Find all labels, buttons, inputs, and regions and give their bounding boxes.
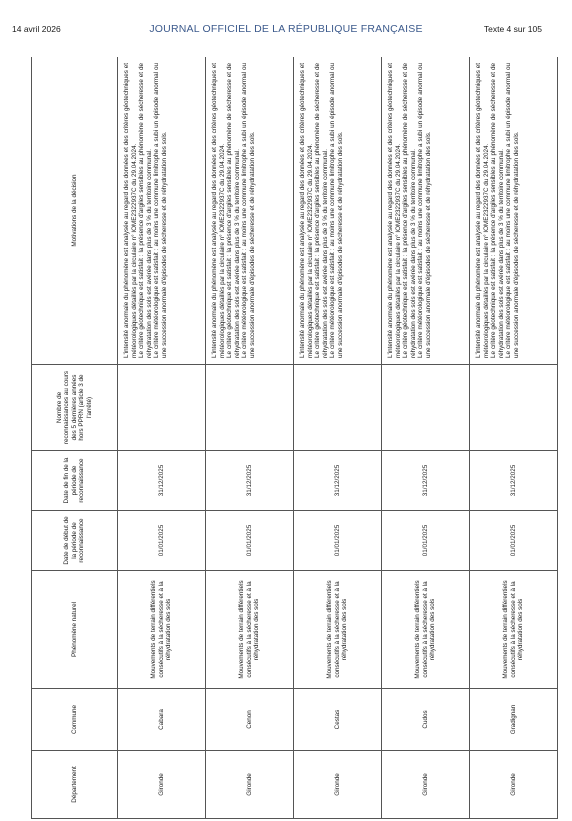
col-header-date-fin: Date de fin de la période de reconnaissance [32,451,118,511]
cell-commune: Cenon [206,689,294,751]
page-header [0,0,572,36]
cell-nombre [118,365,206,451]
motivation-paragraph: Le critère géotechnique est satisfait : la présence d'argiles sensibles au phénomène de sécheresse et de réhydratation des sols est avérée dans plus de 3 % du territoire communal. [314,63,329,358]
col-header-motivations: Motivations de la décision [32,57,118,365]
cell-commune: Cestas [294,689,382,751]
cell-motivations [118,57,206,365]
cell-date-debut: 01/01/2025 [294,511,382,571]
cell-date-fin: 31/12/2025 [470,451,558,511]
motivation-paragraph: L'intensité anormale du phénomène est analysée au regard des données et des critères géotechniques et météorologiques détaillés par la circulaire n° IOME2322937C du 29.04.2024. [211,63,226,358]
motivation-paragraph: Le critère géotechnique est satisfait : la présence d'argiles sensibles au phénomène de sécheresse et de réhydratation des sols est avérée dans plus de 3 % du territoire communal. [490,63,505,358]
page-indicator: Texte 4 sur 105 [483,24,542,34]
cell-date-debut: 01/01/2025 [382,511,470,571]
table-row [470,57,558,819]
motivation-paragraph: L'intensité anormale du phénomène est analysée au regard des données et des critères géotechniques et météorologiques détaillés par la circulaire n° IOME2322937C du 29.04.2024. [475,63,490,358]
col-header-nombre: Nombre de reconnaissances au cours des 5 dernières années hors PPRN (article 3 de l'arrêté) [32,365,118,451]
table-row [118,57,206,819]
motivation-paragraph: L'intensité anormale du phénomène est analysée au regard des données et des critères géotechniques et météorologiques détaillés par la circulaire n° IOME2322937C du 29.04.2024. [387,63,402,358]
publication-date: 14 avril 2026 [12,24,61,34]
motivation-paragraph: Le critère météorologique est satisfait : au moins une commune limitrophe a subi un épisode anormal ou une succession anormale d'épisodes de sécheresse et de réhydratation des sols. [153,63,168,358]
rotated-table [31,57,558,819]
cell-departement: Gironde [294,751,382,819]
table-row [206,57,294,819]
cell-phenomene: Mouvements de terrain différentiels consécutifs à la sécheresse et à la réhydratation des sols [294,571,382,689]
motivation-paragraph: L'intensité anormale du phénomène est analysée au regard des données et des critères géotechniques et météorologiques détaillés par la circulaire n° IOME2322937C du 29.04.2024. [123,63,138,358]
motivation-paragraph: L'intensité anormale du phénomène est analysée au regard des données et des critères géotechniques et météorologiques détaillés par la circulaire n° IOME2322937C du 29.04.2024. [299,63,314,358]
col-header-departement: Département [32,751,118,819]
cell-commune: Cabara [118,689,206,751]
cell-phenomene: Mouvements de terrain différentiels consécutifs à la sécheresse et à la réhydratation des sols [382,571,470,689]
cell-departement: Gironde [206,751,294,819]
motivation-paragraph: Le critère météorologique est satisfait : au moins une commune limitrophe a subi un épisode anormal ou une succession anormale d'épisodes de sécheresse et de réhydratation des sols. [329,63,344,358]
cell-nombre [206,365,294,451]
motivation-paragraph: Le critère météorologique est satisfait : au moins une commune limitrophe a subi un épisode anormal ou une succession anormale d'épisodes de sécheresse et de réhydratation des sols. [505,63,520,358]
table-header-row [32,57,118,819]
table-body [118,57,558,819]
motivation-paragraph: Le critère météorologique est satisfait : au moins une commune limitrophe a subi un épisode anormal ou une succession anormale d'épisodes de sécheresse et de réhydratation des sols. [417,63,432,358]
cell-commune: Cudos [382,689,470,751]
cell-motivations [206,57,294,365]
motivation-paragraph: Le critère météorologique est satisfait : au moins une commune limitrophe a subi un épisode anormal ou une succession anormale d'épisodes de sécheresse et de réhydratation des sols. [241,63,256,358]
cell-phenomene: Mouvements de terrain différentiels consécutifs à la sécheresse et à la réhydratation des sols [118,571,206,689]
cell-motivations [294,57,382,365]
table-row [382,57,470,819]
cell-departement: Gironde [382,751,470,819]
cell-date-fin: 31/12/2025 [118,451,206,511]
cell-date-debut: 01/01/2025 [206,511,294,571]
cell-motivations [382,57,470,365]
cell-departement: Gironde [118,751,206,819]
journal-title: JOURNAL OFFICIEL DE LA RÉPUBLIQUE FRANÇAISE [149,23,423,35]
cell-phenomene: Mouvements de terrain différentiels consécutifs à la sécheresse et à la réhydratation des sols [470,571,558,689]
cell-departement: Gironde [470,751,558,819]
table-row [294,57,382,819]
cell-phenomene: Mouvements de terrain différentiels consécutifs à la sécheresse et à la réhydratation des sols [206,571,294,689]
cell-motivations [470,57,558,365]
cell-date-fin: 31/12/2025 [206,451,294,511]
motivation-paragraph: Le critère géotechnique est satisfait : la présence d'argiles sensibles au phénomène de sécheresse et de réhydratation des sols est avérée dans plus de 3 % du territoire communal. [226,63,241,358]
motivation-paragraph: Le critère géotechnique est satisfait : la présence d'argiles sensibles au phénomène de sécheresse et de réhydratation des sols est avérée dans plus de 3 % du territoire communal. [402,63,417,358]
col-header-date-debut: Date de début de la période de reconnaissance [32,511,118,571]
cell-nombre [470,365,558,451]
motivation-paragraph: Le critère géotechnique est satisfait : la présence d'argiles sensibles au phénomène de sécheresse et de réhydratation des sols est avérée dans plus de 3 % du territoire communal. [138,63,153,358]
decision-table [31,57,558,819]
col-header-phenomene: Phénomène naturel [32,571,118,689]
cell-nombre [294,365,382,451]
decision-table-container [31,57,558,819]
col-header-commune: Commune [32,689,118,751]
cell-date-debut: 01/01/2025 [470,511,558,571]
cell-date-debut: 01/01/2025 [118,511,206,571]
cell-date-fin: 31/12/2025 [382,451,470,511]
cell-commune: Gradignan [470,689,558,751]
cell-date-fin: 31/12/2025 [294,451,382,511]
cell-nombre [382,365,470,451]
